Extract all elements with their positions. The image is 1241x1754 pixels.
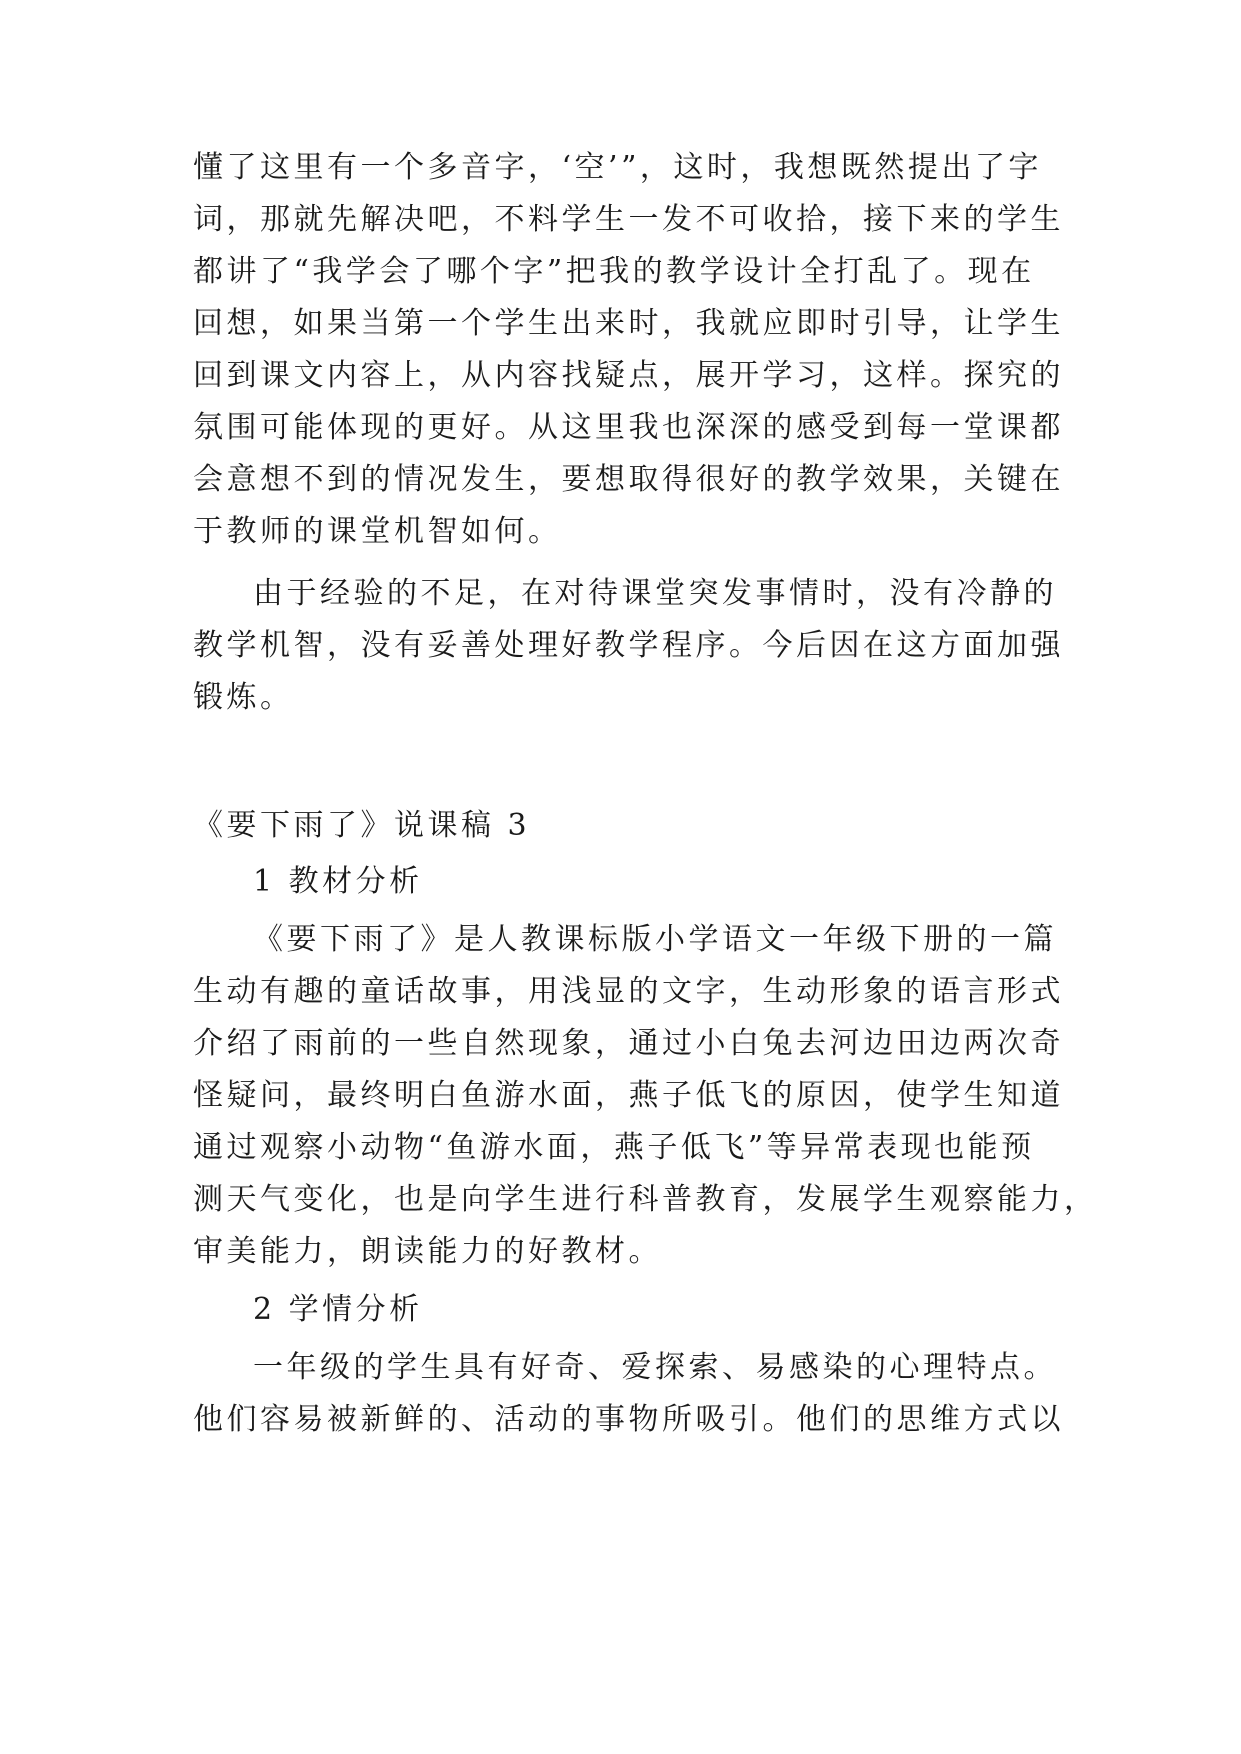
paragraph-line: 都讲了“我学会了哪个字”把我的教学设计全打乱了。现在 — [193, 254, 1035, 289]
paragraph-line: 通过观察小动物“鱼游水面，燕子低飞”等异常表现也能预 — [193, 1130, 1035, 1165]
paragraph-line: 回想，如果当第一个学生出来时，我就应即时引导，让学生 — [193, 306, 1064, 341]
paragraph-line: 于教师的课堂机智如何。 — [193, 514, 562, 549]
paragraph-line: 由于经验的不足，在对待课堂突发事情时，没有冷静的 — [253, 576, 1057, 611]
paragraph-line: 一年级的学生具有好奇、爱探索、易感染的心理特点。 — [253, 1350, 1057, 1385]
paragraph-line: 会意想不到的情况发生，要想取得很好的教学效果，关键在 — [193, 462, 1064, 497]
paragraph-line: 审美能力，朗读能力的好教材。 — [193, 1234, 662, 1269]
paragraph-line: 锻炼。 — [193, 680, 294, 715]
paragraph-line: 他们容易被新鲜的、活动的事物所吸引。他们的思维方式以 — [193, 1402, 1064, 1437]
paragraph-line: 《要下雨了》是人教课标版小学语文一年级下册的一篇 — [253, 922, 1057, 957]
paragraph-line: 回到课文内容上，从内容找疑点，展开学习，这样。探究的 — [193, 358, 1064, 393]
paragraph-line: 测天气变化，也是向学生进行科普教育，发展学生观察能力， — [193, 1182, 1098, 1217]
paragraph-line: 懂了这里有一个多音字，‘空’”，这时，我想既然提出了字 — [193, 150, 1042, 185]
paragraph-line: 词，那就先解决吧，不料学生一发不可收拾，接下来的学生 — [193, 202, 1064, 237]
section-heading: 2 学情分析 — [253, 1292, 423, 1327]
paragraph-line: 氛围可能体现的更好。从这里我也深深的感受到每一堂课都 — [193, 410, 1064, 445]
paragraph-line: 介绍了雨前的一些自然现象，通过小白兔去河边田边两次奇 — [193, 1026, 1064, 1061]
paragraph-line: 教学机智，没有妥善处理好教学程序。今后因在这方面加强 — [193, 628, 1064, 663]
section-title: 《要下雨了》说课稿 3 — [193, 808, 531, 843]
paragraph-line: 生动有趣的童话故事，用浅显的文字，生动形象的语言形式 — [193, 974, 1064, 1009]
section-heading: 1 教材分析 — [253, 864, 423, 899]
paragraph-line: 怪疑问，最终明白鱼游水面，燕子低飞的原因，使学生知道 — [193, 1078, 1064, 1113]
